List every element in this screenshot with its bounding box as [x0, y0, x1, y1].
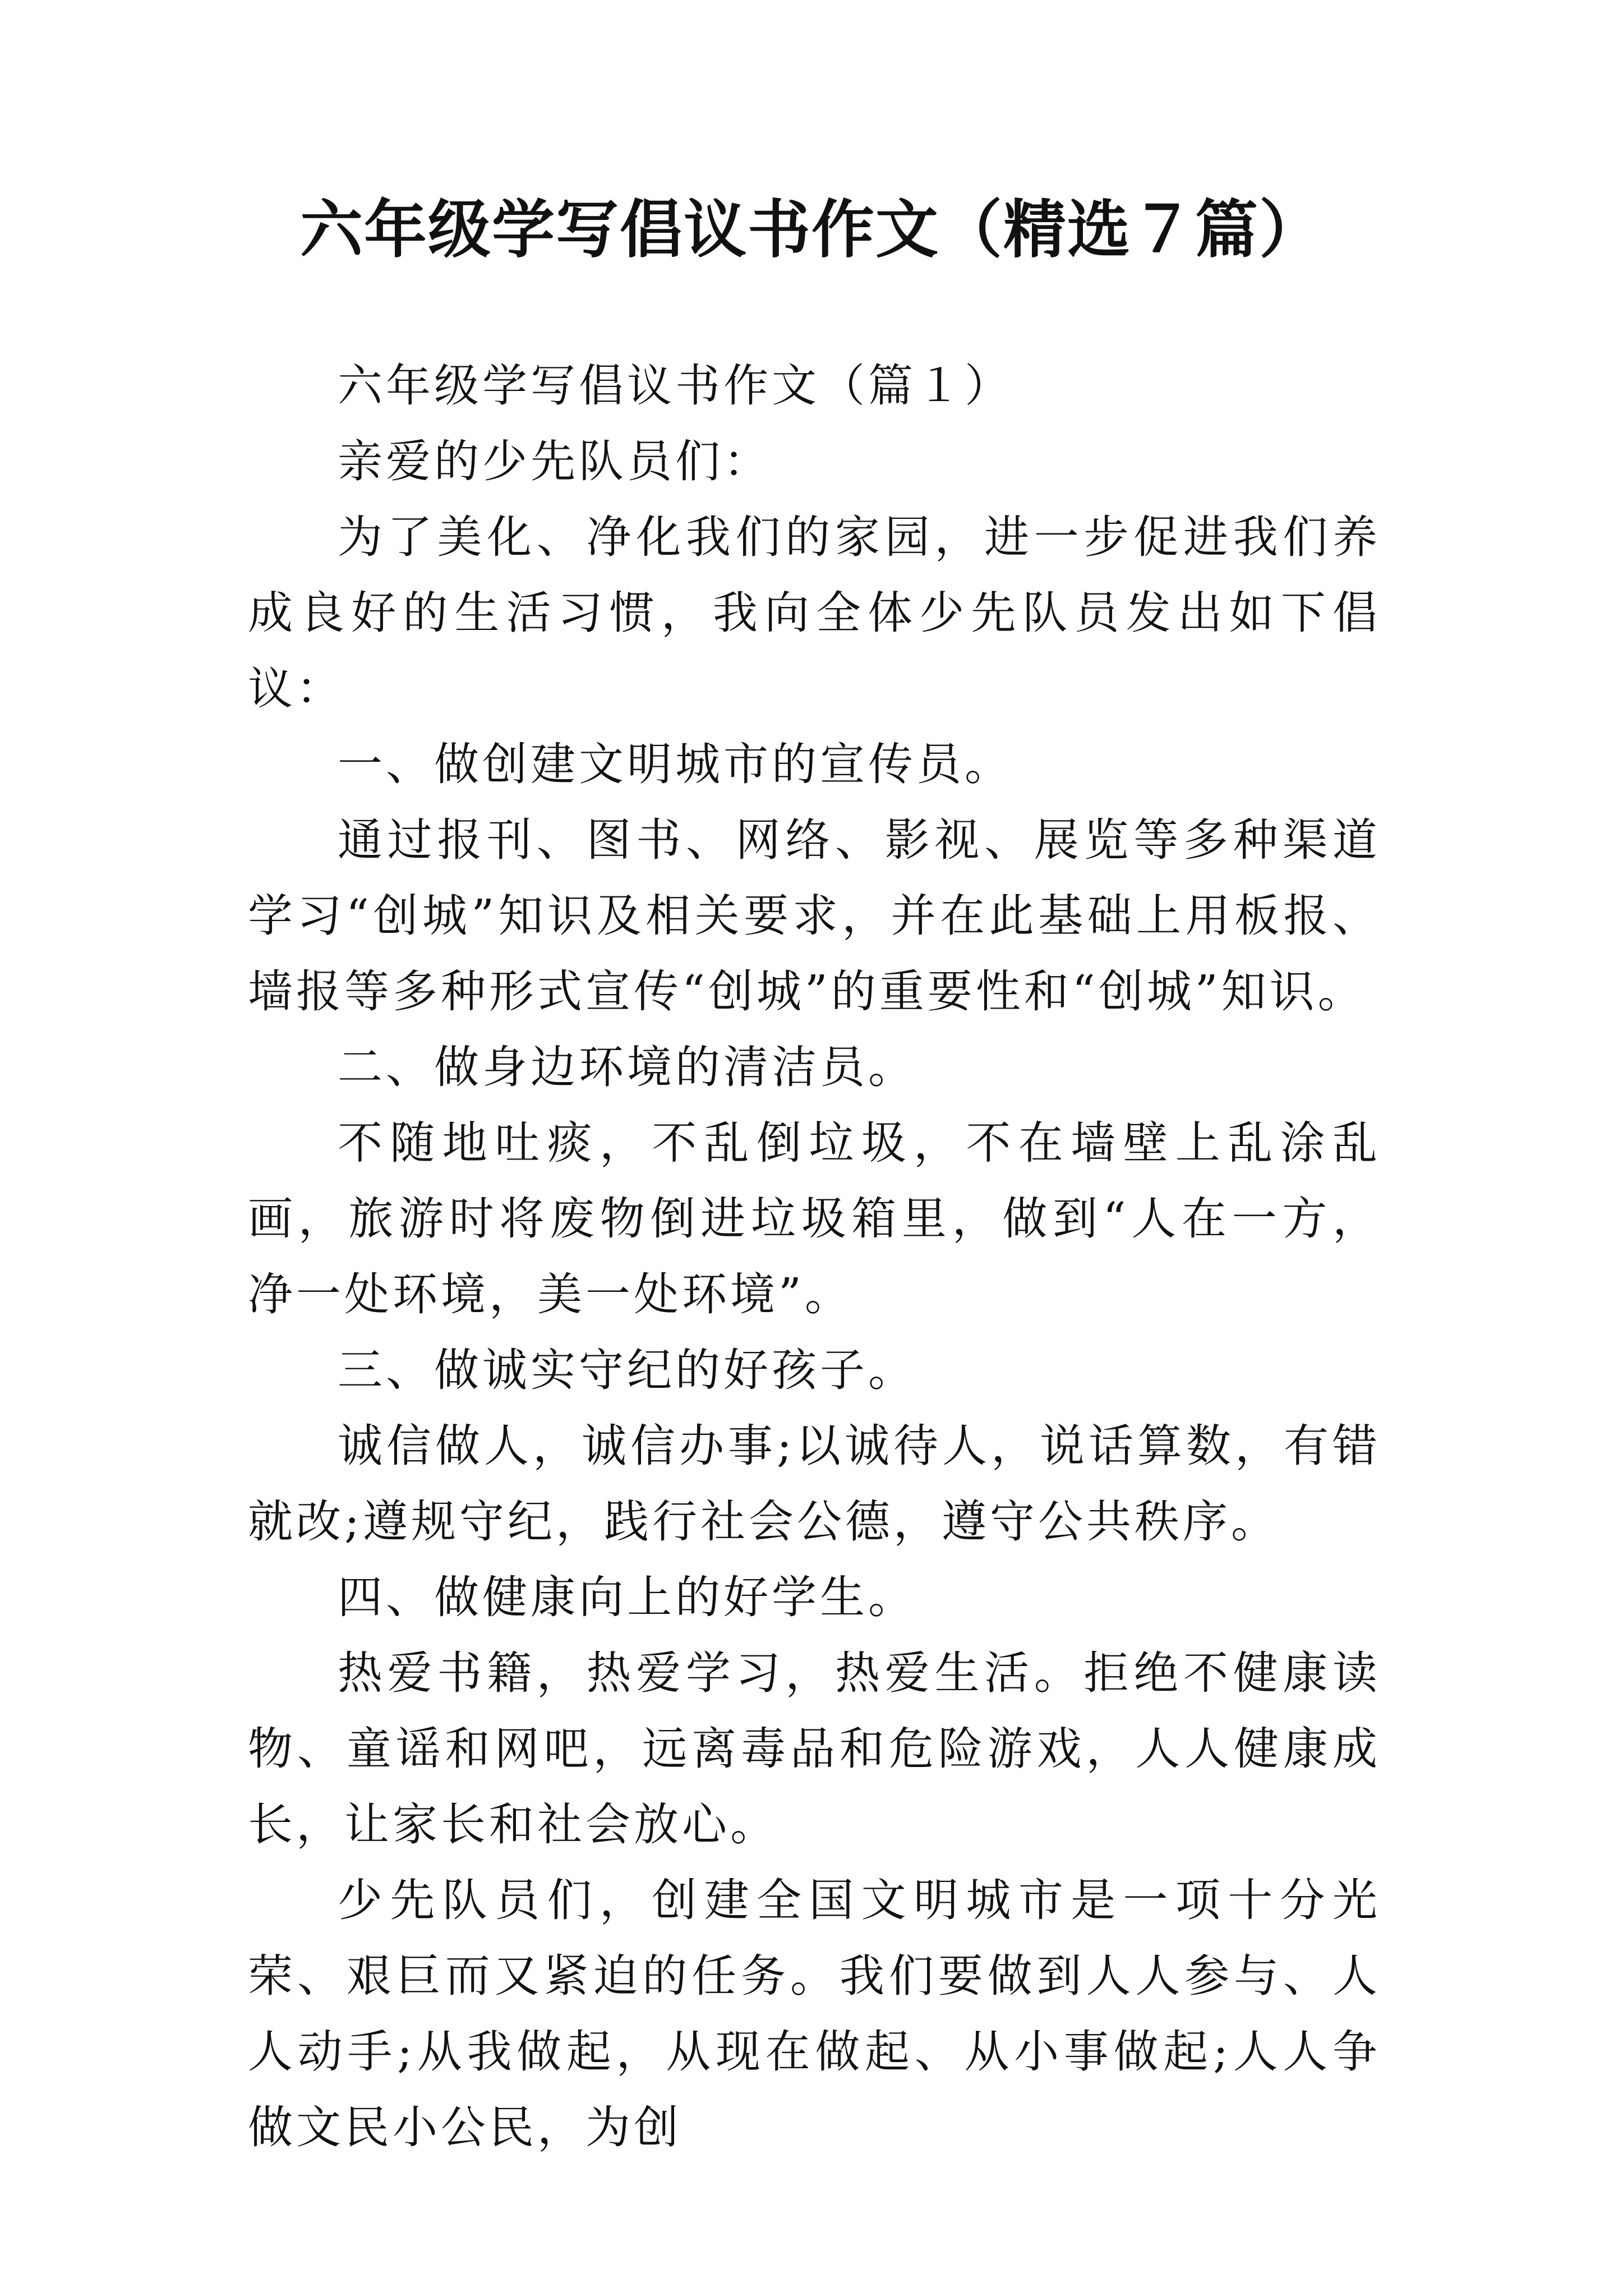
- paragraph-heading-4: 四、做健康向上的好学生。: [338, 1571, 916, 1623]
- paragraph-heading-3: 三、做诚实守纪的好孩子。: [338, 1344, 916, 1396]
- document-body: [248, 348, 1381, 2165]
- paragraph-heading-1: 一、做创建文明城市的宣传员。: [338, 738, 1013, 790]
- paragraph-body-2: 不随地吐痰，不乱倒垃圾，不在墙壁上乱涂乱画，旅游时将废物倒进垃圾箱里，做到“人在一方，净一处环境，美一处环境”。: [248, 1117, 1381, 1320]
- paragraph-closing: 少先队员们，创建全国文明城市是一项十分光荣、艰巨而又紧迫的任务。我们要做到人人参与、人人动手;从我做起，从现在做起、从小事做起;人人争做文民小公民，为创: [248, 1874, 1381, 2154]
- paragraph-body-1: 通过报刊、图书、网络、影视、展览等多种渠道学习“创城”知识及相关要求，并在此基础上用板报、墙报等多种形式宣传“创城”的重要性和“创城”知识。: [248, 814, 1381, 1018]
- paragraph-salutation: 亲爱的少先队员们：: [338, 435, 772, 487]
- paragraph-subtitle: 六年级学写倡议书作文（篇１）: [338, 360, 1013, 412]
- document-title: 六年级学写倡议书作文（精选７篇）: [300, 193, 1323, 266]
- paragraph-body-3: 诚信做人，诚信办事;以诚待人，说话算数，有错就改;遵规守纪，践行社会公德，遵守公共秩序。: [248, 1420, 1381, 1548]
- paragraph-body-4: 热爱书籍，热爱学习，热爱生活。拒绝不健康读物、童谣和网吧，远离毒品和危险游戏，人人健康成长，让家长和社会放心。: [248, 1647, 1381, 1851]
- paragraph-intro: 为了美化、净化我们的家园，进一步促进我们养成良好的生活习惯，我向全体少先队员发出如下倡议：: [248, 511, 1381, 715]
- paragraph-heading-2: 二、做身边环境的清洁员。: [338, 1041, 916, 1093]
